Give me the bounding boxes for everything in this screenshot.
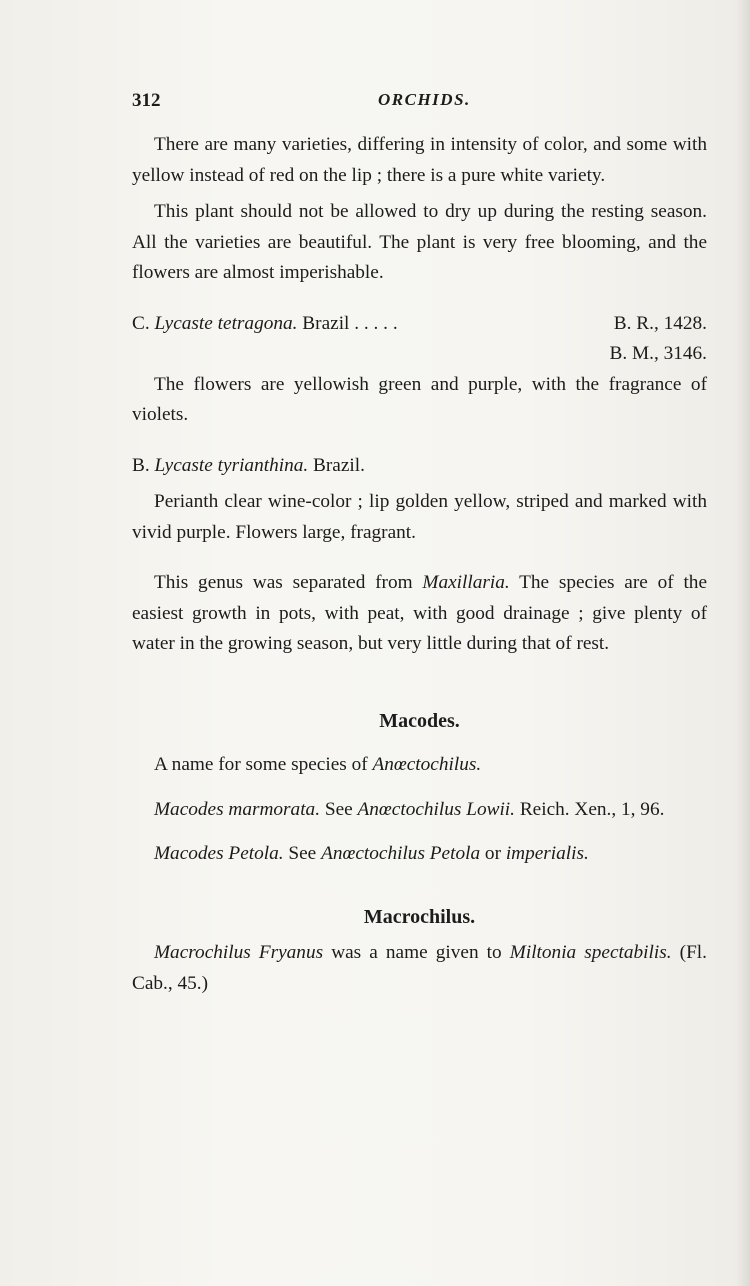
macodes-intro xyxy=(132,750,707,781)
or-text: or xyxy=(480,843,506,864)
entry-prefix: C. xyxy=(132,312,150,334)
section-title-macrochilus: Macrochilus. xyxy=(363,905,476,928)
entry-lycaste-tetragona xyxy=(132,309,707,431)
genus-name: Maxillaria. xyxy=(422,572,510,593)
running-head xyxy=(132,90,707,114)
cross-reference: Anœctochilus Lowii. xyxy=(357,798,515,820)
intro-text: A name for some species of xyxy=(154,754,373,775)
entry-heading xyxy=(132,309,398,340)
species-name: Lycaste tetragona. xyxy=(154,312,298,334)
citation: Reich. Xen., 1, 96. xyxy=(515,798,665,820)
species-description: Perianth clear wine-color ; lip golden yellow, striped and marked with vivid purple. Flowers large, fragrant. xyxy=(132,491,707,543)
see-text: See xyxy=(283,843,322,864)
section-title-macodes: Macodes. xyxy=(379,709,460,732)
macrochilus-entry xyxy=(132,938,707,999)
species-name: Macodes marmorata. xyxy=(154,798,321,820)
cross-reference: Anœctochilus Petola xyxy=(321,843,481,864)
paragraph-varieties: There are many varieties, differing in intensity of color, and some with yellow instead of red on the lip ; there is a pure white variety. xyxy=(132,134,707,186)
species-locality: Brazil. xyxy=(313,454,365,476)
entry-heading-line xyxy=(132,309,707,340)
entry-heading xyxy=(132,451,707,482)
cross-reference-alt: imperialis. xyxy=(505,843,589,864)
intro-genus: Anœctochilus. xyxy=(372,754,482,775)
species-locality: Brazil xyxy=(302,312,350,334)
reference-br: B. R., 1428. xyxy=(613,312,707,334)
page-number: 312 xyxy=(132,90,161,111)
target-species: Miltonia spectabilis. xyxy=(509,942,672,963)
entry-prefix: B. xyxy=(132,454,150,476)
species-name: Macodes Petola. xyxy=(154,843,284,864)
page-edge-shadow xyxy=(736,0,750,1286)
species-name: Lycaste tyrianthina. xyxy=(154,454,309,476)
page-body xyxy=(132,130,707,999)
genus-text-after: The species are of the easiest growth in pots, with peat, with good drainage ; give plenty of water in the growing season, but very little during that of rest. xyxy=(132,572,708,654)
paragraph-resting: This plant should not be allowed to dry up during the resting season. All the varieties are beautiful. The plant is very free blooming, and the flowers are almost imperishable. xyxy=(132,201,707,283)
leader-dots: . . . . . xyxy=(354,312,398,334)
species-description: The flowers are yellowish green and purple, with the fragrance of violets. xyxy=(132,373,707,425)
reference-bm: B. M., 3146. xyxy=(609,343,707,364)
entry-text: was a name given to xyxy=(323,942,510,963)
running-title: ORCHIDS. xyxy=(378,90,471,109)
entry-lycaste-tyrianthina xyxy=(132,451,707,549)
citation: (Fl. Cab., 45.) xyxy=(132,942,707,994)
genus-text-before: This genus was separated from xyxy=(154,572,423,593)
species-name: Macrochilus Fryanus xyxy=(154,942,324,963)
paragraph-genus-culture xyxy=(132,568,707,660)
macodes-marmorata xyxy=(132,795,707,826)
macodes-petola xyxy=(132,839,707,870)
see-text: See xyxy=(320,798,358,820)
